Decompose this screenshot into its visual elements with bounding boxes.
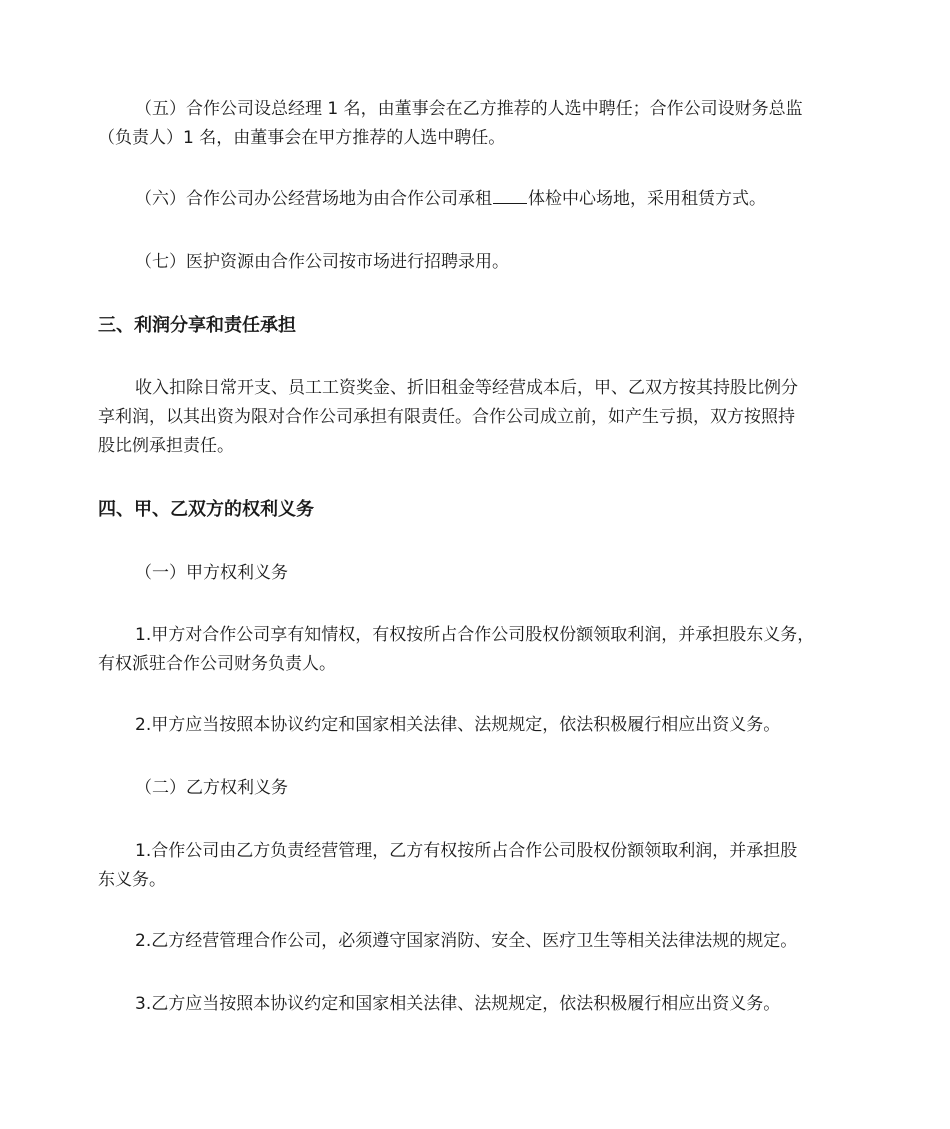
text-line: 1.甲方对合作公司享有知情权，有权按所占合作公司股权份额领取利润，并承担股东义务，	[135, 625, 815, 645]
paragraph-office-location	[98, 185, 856, 214]
section-heading-rights	[98, 495, 856, 524]
paragraph-party-b-3	[98, 990, 856, 1019]
subheading-party-a	[98, 559, 856, 588]
heading-text: 四、甲、乙双方的权利义务	[98, 499, 314, 520]
text-segment: 体检中心场地，采用租赁方式。	[528, 189, 766, 209]
text-line: （五）合作公司设总经理 1 名，由董事会在乙方推荐的人选中聘任；合作公司设财务总监	[135, 99, 803, 119]
heading-text: 三、利润分享和责任承担	[98, 315, 296, 336]
text-line: 有权派驻合作公司财务负责人。	[98, 654, 336, 674]
paragraph-medical-staff	[98, 248, 856, 277]
text-line: 2.乙方经营管理合作公司，必须遵守国家消防、安全、医疗卫生等相关法律法规的规定。	[135, 931, 798, 951]
subheading-party-b	[98, 774, 856, 803]
text-line: （七）医护资源由合作公司按市场进行招聘录用。	[135, 252, 509, 272]
text-segment: （六）合作公司办公经营场地为由合作公司承租	[135, 189, 492, 209]
text-line: 收入扣除日常开支、员工工资奖金、折旧租金等经营成本后，甲、乙双方按其持股比例分	[135, 378, 798, 398]
text-line: 股比例承担责任。	[98, 436, 234, 456]
paragraph-party-b-1	[98, 837, 856, 895]
paragraph-party-b-2	[98, 927, 856, 956]
text-line: 3.乙方应当按照本协议约定和国家相关法律、法规规定，依法积极履行相应出资义务。	[135, 994, 781, 1014]
text-line	[98, 185, 856, 214]
text-line: 1.合作公司由乙方负责经营管理，乙方有权按所占合作公司股权份额领取利润，并承担股	[135, 841, 798, 861]
text-line: （一）甲方权利义务	[135, 563, 288, 583]
text-line: （二）乙方权利义务	[135, 778, 288, 798]
text-line: 2.甲方应当按照本协议约定和国家相关法律、法规规定，依法积极履行相应出资义务。	[135, 715, 781, 735]
text-line: 享利润，以其出资为限对合作公司承担有限责任。合作公司成立前，如产生亏损，双方按照持	[98, 407, 795, 427]
text-line: （负责人）1 名，由董事会在甲方推荐的人选中聘任。	[98, 128, 506, 148]
paragraph-party-a-1	[98, 621, 856, 679]
paragraph-party-a-2	[98, 711, 856, 740]
paragraph-general-manager	[98, 95, 856, 153]
fill-in-blank	[493, 188, 527, 204]
paragraph-profit-sharing	[98, 374, 856, 461]
section-heading-profit	[98, 311, 856, 340]
text-line: 东义务。	[98, 870, 166, 890]
